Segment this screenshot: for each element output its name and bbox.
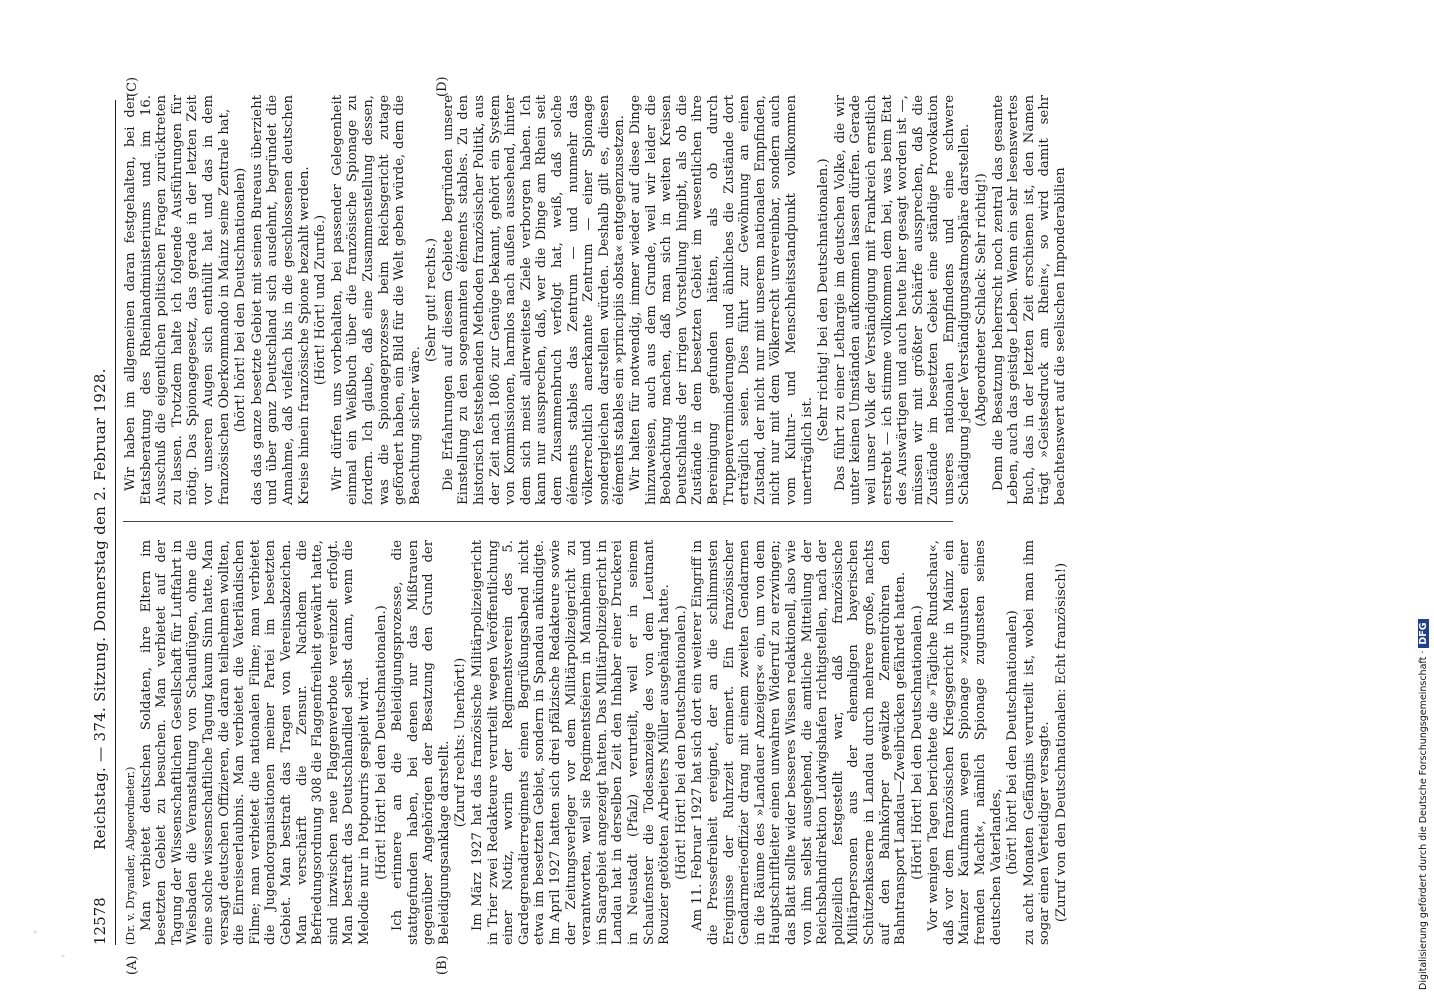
paragraph: Am 11. Februar 1927 hat sich dort ein weiterer Eingriff in die Pressefreiheit ereignet, der an die schlimmsten Ereignisse der Ruhrzeit erinnert. Ein französischer Gendarmerieoffizier drang mit einem zweiten Gendarmen in die Räume des »Landauer Anzeigers« ein, um von dem Hauptschriftleiter einen unwahren Widerruf zu erzwingen; das Blatt sollte wider besseres Wissen redaktionell, also wie von ihm selbst ausgehend, die amtliche Mitteilung der Reichsbahndirektion Ludwigshafen richtigstellen, nach der polizeilich festgestellt war, daß französische Militärpersonen aus der ehemaligen bayerischen Schützenkaserne in Landau durch mehrere große, nachts auf den Bahnkörper gewälzte Zementröhren den Bahntransport Landau—Zweibrücken gefährdet hatten. bbox=[690, 540, 909, 945]
digitization-credit bbox=[1418, 0, 1429, 990]
interjection: (Sehr richtig! bei den Deutschnationalen.) bbox=[816, 158, 832, 442]
scan-speckle bbox=[14, 900, 84, 980]
interjection: (Zuruf rechts: Unerhört!) bbox=[453, 657, 469, 828]
dfg-logo: DFG bbox=[1418, 619, 1429, 647]
header-rule bbox=[115, 100, 116, 945]
interjection: (Hört! Hört! bei den Deutschnationalen.) bbox=[909, 605, 925, 880]
paragraph: das das ganze besetzte Gebiet mit seinen Bureaus überzieht und über ganz Deutschland sich ausdehnt, begründet die Annahme, daß vielfach bis in die geschlossenen deutschen Kreise hinein französische Spione bezahlt werden. bbox=[249, 95, 312, 505]
paragraph: Die Erfahrungen auf diesem Gebiete begründen unsere Einstellung zu den sogenannten éléments stables. Zu den historisch feststehenden Methoden französischer Politik, aus der Zeit nach 1806 zur Genüge bekannt, gehört ein System von Kommissionen, harmlos nach außen aussehend, hinter dem sich meist allerweiteste Ziele verborgen haben. Ich kann nur aussprechen, daß, wer die Dinge am Rhein seit dem Zusammenbruch verfolgt hat, weiß, daß solche éléments stables das Zentrum — und nunmehr das völkerrechtlich anerkannte Zentrum — einer Spionage sondergleichen darstellen würden. Deshalb gilt es, diesen éléments stables ein »principiis obsta« entgegenzusetzen. bbox=[440, 95, 628, 505]
page-number: 12578 bbox=[91, 897, 109, 945]
paragraph: Im März 1927 hat das französische Militärpolizeigericht in Trier zwei Redakteure verurteilt wegen Veröffentlichung einer Notiz, worin der Regimentsverein des 5. Gardegrenadierregiments einen Begrüßungsabend nicht etwa im besetzten Gebiet, sondern in Spandau ankündigte. Im April 1927 hatten sich drei pfälzische Redakteure sowie der Zeitungsverleger vor dem Militärpolizeigericht zu verantworten, weil sie Regimentsfeiern in Mannheim und im Saargebiet angezeigt hatten. Das Militärpolizeigericht in Landau hat in derselben Zeit den Inhaber einer Druckerei in Neustadt (Pfalz) verurteilt, weil er in seinem Schaufenster die Todesanzeige des von dem Leutnant Rouzier getöteten Arbeiters Müller ausgehängt hatte. bbox=[470, 540, 673, 945]
paragraph: Denn die Besatzung beherrscht noch zentral das gesamte Leben, auch das geistige Leben. Wenn ein sehr lesenswertes Buch, das in der letzten Zeit erschienen ist, den Namen trägt »Geistesdruck am Rhein«, so wird damit sehr beachtenswert auf die seelischen Imponderabilien bbox=[990, 95, 1069, 505]
interjection: (Hört! Hört! bei den Deutschnationalen.) bbox=[373, 605, 389, 880]
page-header bbox=[91, 105, 115, 945]
paragraph: Wir haben im allgemeinen daran festgehalten, bei der Etatsberatung des Rheinlandministeriums und im 16. Ausschuß die eigentlichen politischen Fragen zurücktreten zu lassen. Trotzdem halte ich folgende Ausführungen für nötig. Das Spionagegesetz, das gerade in der letzten Zeit vor unseren Augen sich enthüllt hat und das in dem französischen Oberkommando in Mainz seine Zentrale hat, bbox=[123, 95, 232, 505]
margin-mark-c: (C) bbox=[125, 76, 140, 97]
speaker-line: (Dr. v. Dryander, Abgeordneter.) bbox=[124, 766, 137, 945]
paragraph: Ich erinnere an die Beleidigungsprozesse, die stattgefunden haben, bei denen nur das Mißtrauen gegenüber Angehörigen der Besatzung den Grund der Beleidigungsanklage darstellt. bbox=[390, 540, 452, 945]
margin-mark-b: (B) bbox=[435, 955, 450, 975]
document-page bbox=[85, 65, 1315, 985]
paragraph: Man verbietet deutschen Soldaten, ihre Eltern im besetzten Gebiet zu besuchen. Man verbietet auf der Tagung der Wissenschaftlichen Gesellschaft für Luftfahrt in Wiesbaden die Veranstaltung von Schauflügen, ohne die eine solche wissenschaftliche Tagung kaum Sinn hatte. Man versagt deutschen Offizieren, die daran teilnehmen wollten, die Einreiseerlaubnis. Man verbietet die Vaterländischen Filme; man verbietet die nationalen Filme; man verbietet die Jugendorganisationen meiner Partei im besetzten Gebiet. Man bestraft das Tragen von Vereinsabzeichen. Man verschärft die Zensur. Nachdem die Befriedungsordnung 308 die Flaggenfreiheit gewährt hatte, sind inzwischen neue Flaggenverbote vereinzelt erfolgt. Man bestraft das Deutschlandlied selbst dann, wenn die Melodie nur in Potpourris gespielt wird. bbox=[138, 540, 372, 945]
interjection: (Abgeordneter Schlack: Sehr richtig!) bbox=[974, 173, 990, 427]
paragraph: Wir dürfen uns vorbehalten, bei passender Gelegenheit einmal ein Weißbuch über die französische Spionage zu fordern. Ich glaube, daß eine Zusammenstellung dessen, was die Spionageprozesse beim Reichsgericht zutage gefördert haben, ein Bild für die Welt geben würde, dem die Beachtung sicher wäre. bbox=[329, 95, 423, 505]
paragraph: Das führt zu einer Lethargie im deutschen Volke, die wir unter keinen Umständen aufkommen lassen dürfen. Gerade weil unser Volk der Verständigung mit Frankreich ernstlich erstrebt — ich stimme vollkommen dem bei, was beim Etat des Auswärtigen und auch heute hier gesagt worden ist —, müssen wir mit größter Schärfe aussprechen, daß die Zustände im besetzten Gebiet eine ständige Provokation unseres nationalen Empfindens und eine schwere Schädigung jeder Verständigungsatmosphäre darstellen. bbox=[832, 95, 973, 505]
credit-text: Digitalisierung gefördert durch die Deutsche Forschungsgemeinschaft · bbox=[1418, 650, 1429, 990]
right-text-column bbox=[123, 95, 1069, 505]
page-title: Reichstag. — 374. Sitzung. Donnerstag den 2. Februar 1928. bbox=[91, 368, 109, 850]
interjection: (Hört! Hört! bei den Deutschnationalen.) bbox=[673, 605, 689, 880]
interjection: (Sehr gut! rechts.) bbox=[424, 237, 440, 363]
interjection: (hört! hört! bei den Deutschnationalen) bbox=[1005, 610, 1021, 875]
margin-mark-a: (A) bbox=[125, 955, 140, 975]
interjection: (hört! hört! bei den Deutschnationalen) bbox=[233, 167, 249, 433]
interjection: (Hört! Hört! und Zurufe.) bbox=[313, 214, 329, 386]
left-text-column bbox=[123, 540, 1071, 945]
paragraph: zu acht Monaten Gefängnis verurteilt ist, wobei man ihm sogar einen Verteidiger versagte. bbox=[1021, 540, 1053, 945]
paragraph: Wir halten für notwendig, immer wieder auf diese Dinge hinzuweisen, auch aus dem Grunde, weil wir leider die Beobachtung machen, daß man sich in weiten Kreisen Deutschlands der irrigen Vorstellung hingibt, als ob die Zustände in dem besetzten Gebiet im wesentlichen ihre Bereinigung gefunden hätten, als ob durch Truppenverminderungen und ähnliches die Zustände dort erträglich seien. Dies führt zur Gewöhnung an einen Zustand, der nicht nur mit unserem nationalen Empfinden, nicht nur mit dem Völkerrecht unvereinbar, sondern auch vom Kultur- und Menschheitsstandpunkt vollkommen unerträglich ist. bbox=[628, 95, 815, 505]
interjection: (Zuruf von den Deutschnationalen: Echt französisch!) bbox=[1054, 562, 1070, 923]
margin-mark-d: (D) bbox=[435, 76, 450, 97]
paragraph: Vor wenigen Tagen berichtete die »Tägliche Rundschau«, daß vor dem französischen Kriegsgericht in Mainz ein Mainzer Kaufmann wegen Spionage »zugunsten einer fremden Macht«, nämlich Spionage zugunsten seines deutschen Vaterlandes, bbox=[926, 540, 1004, 945]
column-divider bbox=[123, 521, 953, 522]
